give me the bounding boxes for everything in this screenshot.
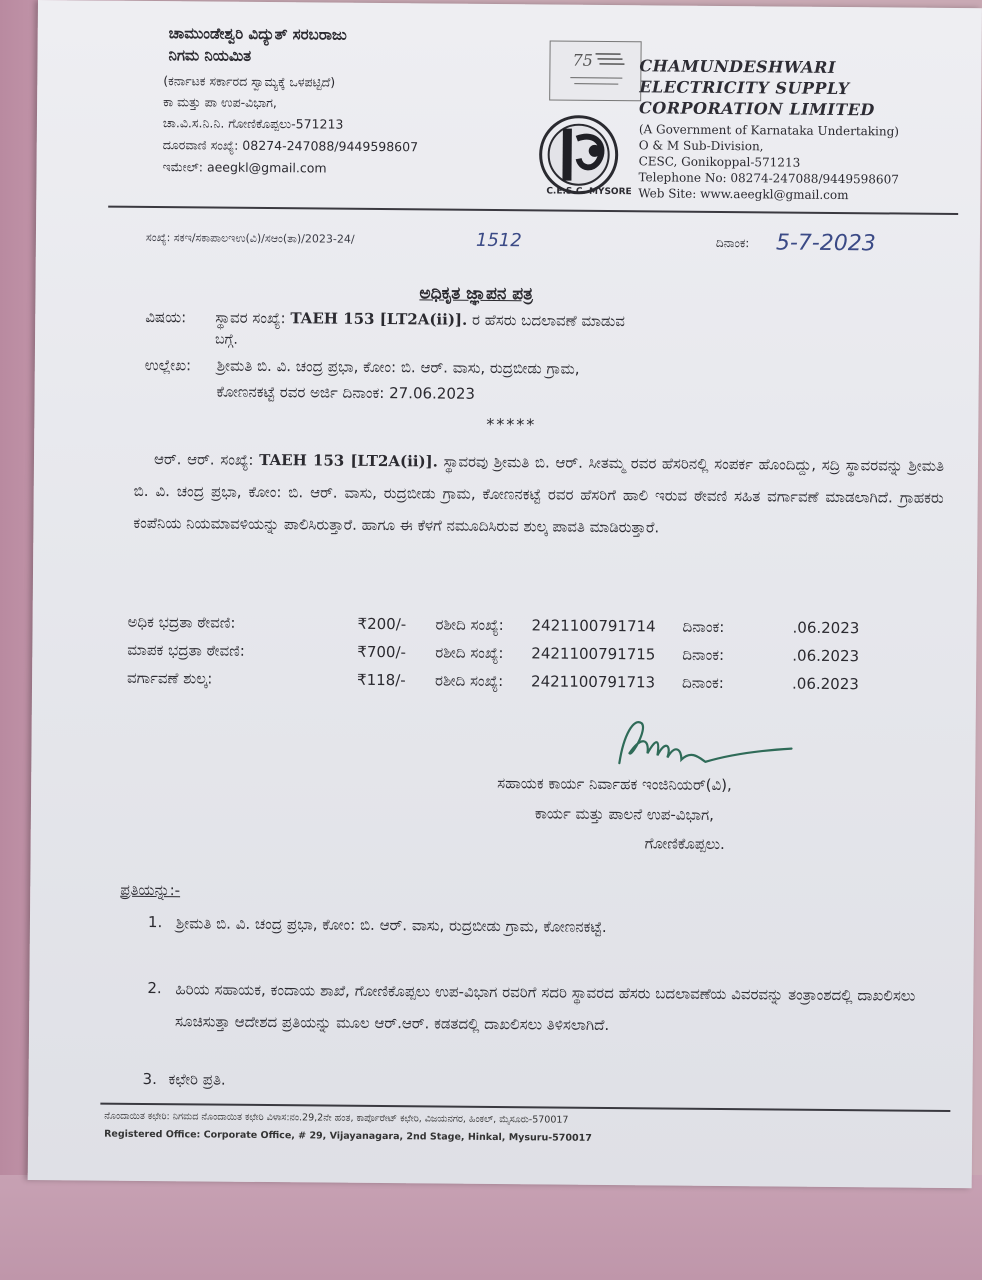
fee-row-3-receipt-label: ರಶೀದಿ ಸಂಖ್ಯೆ: bbox=[434, 671, 504, 691]
fee-row-2-label: ಮಾಪಕ ಭದ್ರತಾ ಠೇವಣಿ: bbox=[127, 640, 245, 660]
kn-company-name-2: ನಿಗಮ ನಿಯಮಿತ bbox=[168, 46, 252, 65]
body-part-1: ಆರ್. ಆರ್. ಸಂಖ್ಯೆ: bbox=[153, 450, 254, 469]
copy-item-2-num: 2. bbox=[147, 978, 162, 998]
emblem-box bbox=[549, 40, 642, 101]
fee-row-3-date-label: ದಿನಾಂಕ: bbox=[681, 673, 724, 693]
footer-english: Registered Office: Corporate Office, # 29, Vijayanagara, 2nd Stage, Hinkal, Mysuru-570017 bbox=[104, 1128, 592, 1144]
en-header-line-5: Web Site: www.aeegkl@gmail.com bbox=[638, 186, 849, 203]
kn-header-line-3: ಚಾ.ವಿ.ಸ.ನಿ.ನಿ. ಗೋಣಿಕೊಪ್ಪಲು-571213 bbox=[162, 115, 344, 132]
fee-row-2-amount: ₹700/- bbox=[357, 642, 407, 662]
copy-item-1-num: 1. bbox=[147, 912, 163, 932]
letter-paper bbox=[28, 0, 982, 1188]
copy-item-3-text: ಕಛೇರಿ ಪ್ರತಿ. bbox=[168, 1070, 226, 1089]
fee-row-3-amount: ₹118/- bbox=[357, 670, 406, 690]
fee-row-1-amount: ₹200/- bbox=[357, 614, 407, 634]
copy-item-3-num: 3. bbox=[142, 1069, 157, 1089]
subject-label: ವಿಷಯ: bbox=[145, 307, 187, 327]
fee-row-1-receipt-no: 242110079171‌4 bbox=[531, 616, 656, 636]
reference-section-label: ಉಲ್ಲೇಖ: bbox=[144, 355, 192, 375]
date-value: 5-7-2023 bbox=[775, 230, 876, 257]
copies-heading: ಪ್ರತಿಯನ್ನು:- bbox=[120, 880, 181, 900]
emblem-icon bbox=[550, 41, 641, 100]
reference-label: ಸಂಖ್ಯೆ: ಸಕಇ/ಸಕಾಪಾಲಇಉ(ವಿ)/ಸಆಂ(ತಾ)/2023-24/ bbox=[145, 230, 355, 246]
fee-row-1-receipt-label: ರಶೀದಿ ಸಂಖ್ಯೆ: bbox=[435, 615, 504, 635]
fee-row-1-date-label: ದಿನಾಂಕ: bbox=[682, 617, 725, 637]
copy-item-2-text: ಹಿರಿಯ ಸಹಾಯಕ, ಕಂದಾಯ ಶಾಖೆ, ಗೋಣಿಕೊಪ್ಪಲು ಉಪ-ವಿಭಾಗ ರವರಿಗೆ ಸದರಿ ಸ್ಥಾವರದ ಹೆಸರು ಬದಲಾವಣೆಯ ವಿವರವನ್ನು ತಂತ್ರಾಂಶದಲ್ಲಿ ದಾಖಲಿಸಲು ಸೂಚಿಸುತ್ತಾ ಆದೇಶದ ಪ್ರತಿಯನ್ನು ಮೂಲ ಆರ್.ಆರ್. ಕಡತದಲ್ಲಿ ದಾಖಲಿಸಲು ತಿಳಿಸಲಾಗಿದೆ. bbox=[175, 980, 916, 1035]
signatory-line-1: ಸಹಾಯಕ ಕಾರ್ಯ ನಿರ್ವಾಹಕ ಇಂಜಿನಿಯರ್(ವಿ), bbox=[497, 774, 732, 795]
kn-header-line-5: ಇಮೇಲ್: aeegkl@gmail.com bbox=[162, 159, 327, 176]
signatory-line-2: ಕಾರ್ಯ ಮತ್ತು ಪಾಲನೆ ಉಪ-ವಿಭಾಗ, bbox=[534, 804, 715, 824]
en-header-line-4: Telephone No: 08274-247088/9449598607 bbox=[638, 170, 899, 187]
svg-text:75: 75 bbox=[572, 50, 593, 70]
en-header-line-3: CESC, Gonikoppal-571213 bbox=[638, 154, 801, 170]
body-paragraph bbox=[133, 443, 944, 546]
footer-divider bbox=[100, 1103, 950, 1112]
fee-row-3-date: .06.2023 bbox=[791, 674, 859, 694]
cesc-logo-text: C.E.S.C. MYSORE bbox=[546, 186, 632, 198]
body-part-2: ಸ್ಥಾವರವು ಶ್ರೀಮತಿ ಬಿ. ಆರ್. ಸೀತಮ್ಮ ರವರ ಹೆಸರಿನಲ್ಲಿ ಸಂಪರ್ಕ ಹೊಂದಿದ್ದು, ಸದ್ರಿ ಸ್ಥಾವರವನ್ನು ಶ್ರೀಮತಿ ಬಿ. ವಿ. ಚಂದ್ರ ಪ್ರಭಾ, ಕೋಂ: ಬಿ. ಆರ್. ವಾಸು, ರುದ್ರಬೀಡು ಗ್ರಾಮ, ಕೋಣನಕಟ್ಟೆ ರವರ ಹೆಸರಿಗೆ ಹಾಲಿ ಇರುವ ಠೇವಣಿ ಸಹಿತ ವರ್ಗಾವಣೆ ಮಾಡಲಾಗಿದೆ. ಗ್ರಾಹಕರು ಕಂಪೆನಿಯ ನಿಯಮಾವಳಿಯನ್ನು ಪಾಲಿಸಿರುತ್ತಾರೆ. ಹಾಗೂ ಈ ಕೆಳಗೆ ನಮೂದಿಸಿರುವ ಶುಲ್ಕ ಪಾವತಿ ಮಾಡಿರುತ್ತಾರೆ. bbox=[133, 452, 945, 537]
en-company-name-3: CORPORATION LIMITED bbox=[638, 98, 875, 120]
footer-kannada: ನೊಂದಾಯಿತ ಕಛೇರಿ: ನಿಗಮದ ನೊಂದಾಯಿತ ಕಛೇರಿ ವಿಳಾಸ:ನಂ.29,2ನೇ ಹಂತ, ಕಾರ್ಪೊರೇಟ್ ಕಛೇರಿ, ವಿಜಯನಗರ, ಹಿಂಕಲ್, ಮೈಸೂರು-570017 bbox=[104, 1110, 569, 1126]
fee-row-2-receipt-no: 242110079171‌5 bbox=[531, 644, 656, 664]
fee-row-1-date: .06.2023 bbox=[792, 618, 860, 638]
subject-line bbox=[215, 309, 625, 331]
subject-code: TAEH 153 [LT2A(ii)]. bbox=[290, 309, 468, 329]
fee-row-2-receipt-label: ರಶೀದಿ ಸಂಖ್ಯೆ: bbox=[435, 643, 504, 663]
subject-text-2: ರ ಹೆಸರು ಬದಲಾವಣೆ ಮಾಡುವ bbox=[472, 310, 626, 331]
reference-section-line-1: ಶ್ರೀಮತಿ ಬಿ. ವಿ. ಚಂದ್ರ ಪ್ರಭಾ, ಕೋಂ: ಬಿ. ಆರ್. ವಾಸು, ರುದ್ರಬೀಡು ಗ್ರಾಮ, bbox=[216, 356, 580, 378]
subject-text-1: ಸ್ಥಾವರ ಸಂಖ್ಯೆ: bbox=[215, 308, 286, 328]
background-fabric-bottom bbox=[0, 1175, 982, 1280]
cesc-logo bbox=[526, 112, 637, 205]
kn-header-line-1: (ಕರ್ನಾಟಕ ಸರ್ಕಾರದ ಸ್ವಾಮ್ಯಕ್ಕೆ ಒಳಪಟ್ಟಿದೆ) bbox=[163, 73, 336, 90]
subject-text-3: ಬಗ್ಗೆ. bbox=[214, 331, 238, 348]
document-title: ಅಧಿಕೃತ ಜ್ಞಾಪನ ಪತ್ರ bbox=[419, 283, 533, 305]
fee-row-3-label: ವರ್ಗಾವಣೆ ಶುಲ್ಕ: bbox=[127, 668, 213, 688]
en-company-name-2: ELECTRICITY SUPPLY bbox=[639, 77, 850, 99]
fee-row-2-date-label: ದಿನಾಂಕ: bbox=[682, 645, 725, 665]
fees-table bbox=[127, 612, 958, 694]
fee-row-3-receipt-no: 242110079171‌3 bbox=[530, 672, 656, 692]
header-divider bbox=[108, 206, 958, 215]
signatory-line-3: ಗೋಣಿಕೊಪ್ಪಲು. bbox=[644, 834, 725, 854]
en-header-line-1: (A Government of Karnataka Undertaking) bbox=[638, 122, 900, 139]
copy-item-1-text: ಶ್ರೀಮತಿ ಬಿ. ವಿ. ಚಂದ್ರ ಪ್ರಭಾ, ಕೋಂ: ಬಿ. ಆರ್. ವಾಸು, ರುದ್ರಬೀಡು ಗ್ರಾಮ, ಕೋಣನಕಟ್ಟೆ. bbox=[175, 914, 607, 936]
reference-section-line-2: ಕೋಣನಕಟ್ಟೆ ರವರ ಅರ್ಜಿ ದಿನಾಂಕ: 27.06.2023 bbox=[216, 382, 476, 403]
stars-divider: ***** bbox=[486, 414, 537, 435]
signature-icon bbox=[601, 705, 802, 777]
fee-row-1-label: ಅಧಿಕ ಭದ್ರತಾ ಠೇವಣಿ: bbox=[127, 612, 236, 632]
signature bbox=[601, 705, 802, 777]
en-company-name-1: CHAMUNDESHWARI bbox=[639, 56, 836, 77]
date-label: ದಿನಾಂಕ: bbox=[715, 235, 750, 251]
kn-header-line-2: ಕಾ ಮತ್ತು ಪಾ ಉಪ-ವಿಭಾಗ, bbox=[163, 94, 277, 111]
kn-company-name-1: ಚಾಮುಂಡೇಶ್ವರಿ ವಿದ್ಯುತ್ ಸರಬರಾಜು bbox=[168, 24, 347, 44]
kn-header-line-4: ದೂರವಾಣಿ ಸಂಖ್ಯೆ: 08274-247088/9449598607 bbox=[162, 137, 419, 155]
en-header-line-2: O & M Sub-Division, bbox=[638, 138, 764, 154]
body-code: TAEH 153 [LT2A(ii)]. bbox=[259, 450, 439, 471]
fee-row-2-date: .06.2023 bbox=[792, 646, 860, 666]
reference-number: 1512 bbox=[475, 229, 522, 252]
